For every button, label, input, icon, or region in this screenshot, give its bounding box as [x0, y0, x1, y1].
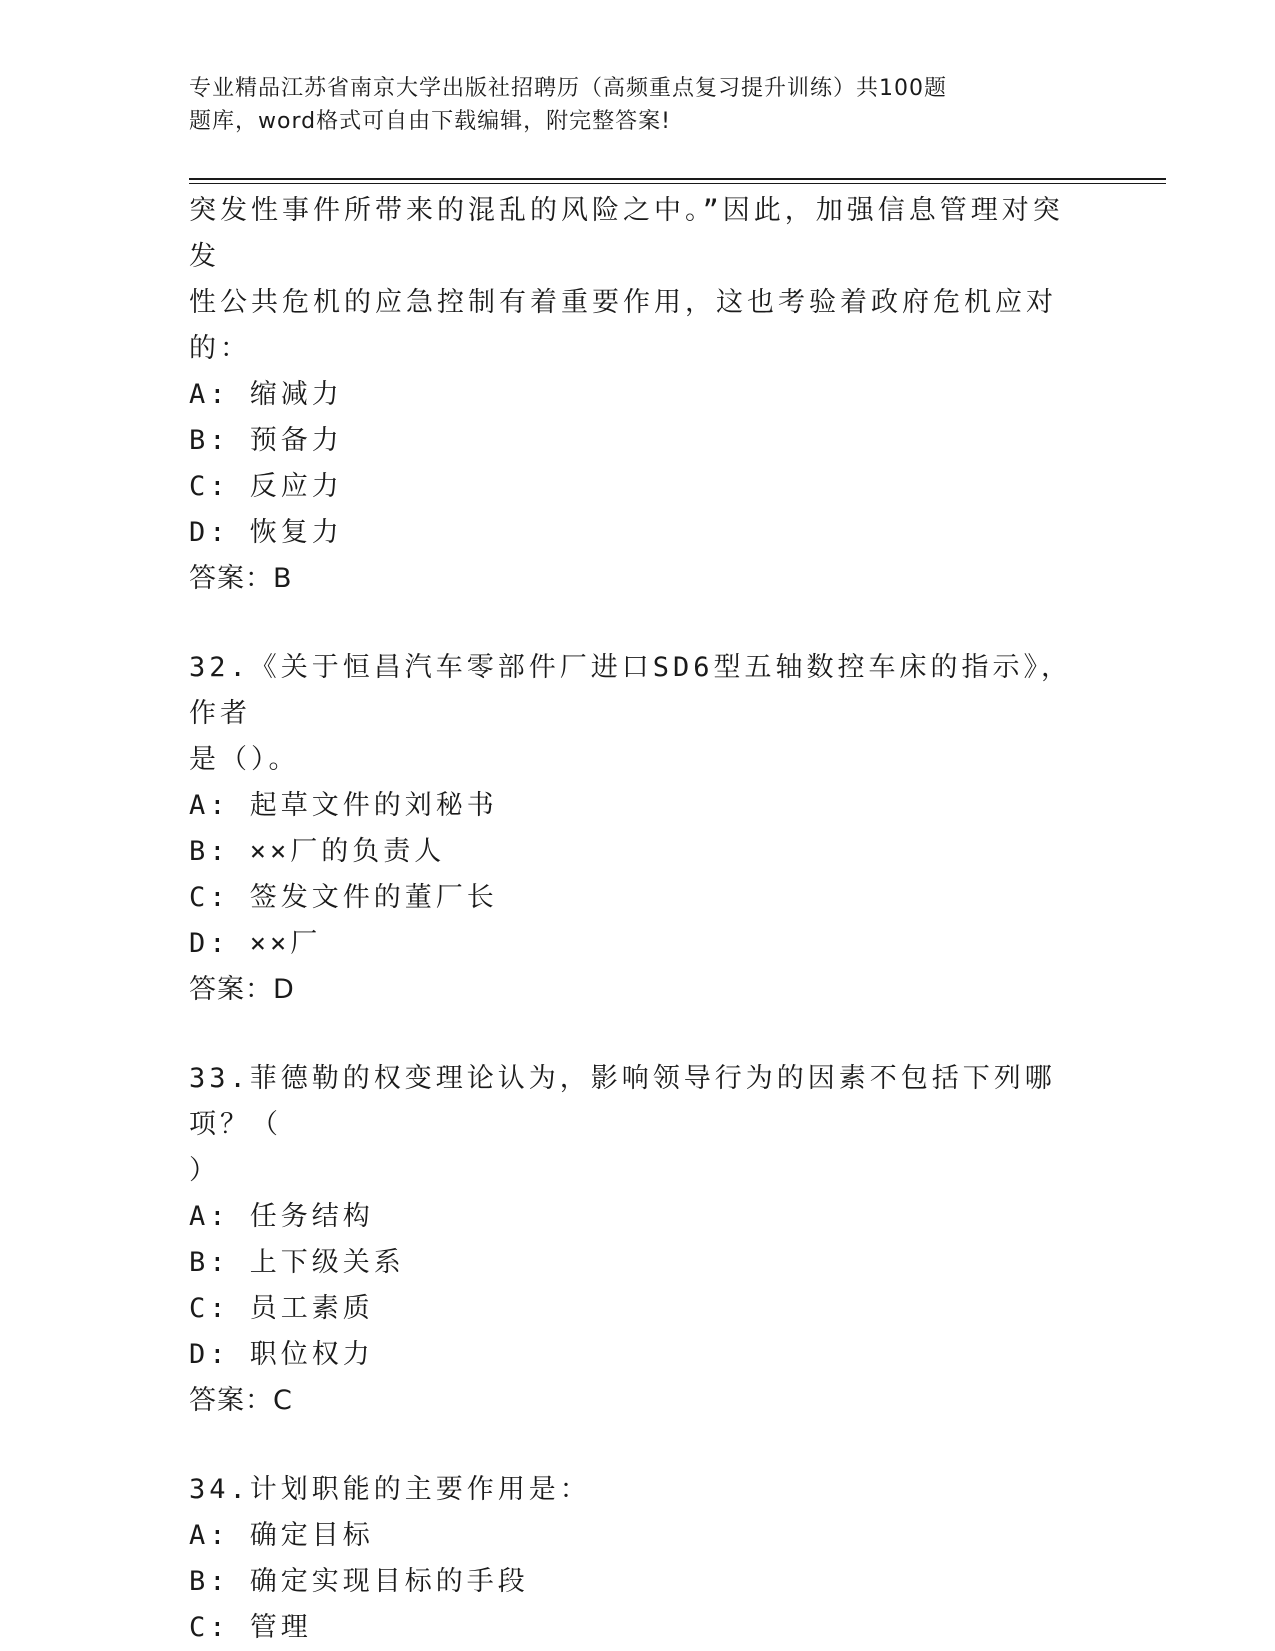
question-text: 33.菲德勒的权变理论认为，影响领导行为的因素不包括下列哪项？（ [189, 1063, 1056, 1140]
question-31-continuation [189, 188, 1089, 602]
option-b: B: 确定实现目标的手段 [189, 1566, 529, 1597]
question-text: 性公共危机的应急控制有着重要作用，这也考验着政府危机应对的： [189, 287, 1057, 364]
answer-key: 答案：D [189, 974, 295, 1005]
option-b: B: 预备力 [189, 425, 343, 456]
option-b: B: ××厂的负责人 [189, 836, 446, 867]
option-a: A: 起草文件的刘秘书 [189, 790, 498, 821]
option-c: C: 员工素质 [189, 1293, 374, 1324]
option-a: A: 确定目标 [189, 1520, 374, 1551]
option-a: A: 任务结构 [189, 1201, 374, 1232]
answer-key: 答案：B [189, 563, 293, 594]
question-32 [189, 645, 1089, 1013]
question-33 [189, 1056, 1089, 1424]
question-text: 32.《关于恒昌汽车零部件厂进口SD6型五轴数控车床的指示》，作者 [189, 652, 1073, 729]
option-c: C: 签发文件的董厂长 [189, 882, 498, 913]
option-c: C: 反应力 [189, 471, 343, 502]
option-d: D: 恢复力 [189, 517, 343, 548]
question-text: ） [189, 1155, 220, 1186]
answer-key: 答案：C [189, 1385, 293, 1416]
document-body [189, 188, 1089, 1651]
option-d: D: ××厂 [189, 928, 322, 959]
header-divider-thick [189, 178, 1166, 180]
header-title-line-2: 题库，word格式可自由下载编辑，附完整答案! [189, 109, 671, 134]
option-d: D: 职位权力 [189, 1339, 374, 1370]
question-text: 是（）。 [189, 744, 300, 775]
header-divider-thin [189, 183, 1166, 184]
question-text: 突发性事件所带来的混乱的风险之中。”因此，加强信息管理对突发 [189, 195, 1064, 272]
question-text: 34.计划职能的主要作用是： [189, 1474, 591, 1505]
header-title-line-1: 专业精品江苏省南京大学出版社招聘历（高频重点复习提升训练）共100题 [189, 76, 947, 101]
option-a: A: 缩减力 [189, 379, 343, 410]
option-c: C: 管理 [189, 1612, 312, 1643]
option-b: B: 上下级关系 [189, 1247, 405, 1278]
question-34 [189, 1467, 1089, 1651]
document-header [189, 72, 1049, 138]
